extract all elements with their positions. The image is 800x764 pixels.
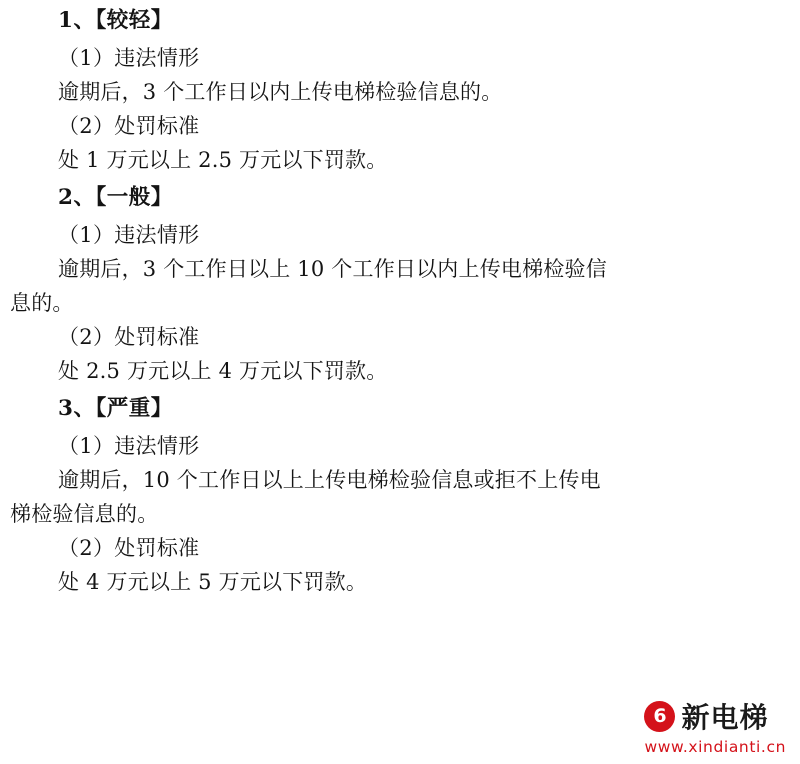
section-heading: 2、【一般】 bbox=[58, 184, 173, 210]
section-2 bbox=[10, 181, 782, 388]
item-label: （2）处罚标准 bbox=[58, 535, 200, 560]
watermark-brand bbox=[644, 696, 768, 736]
document-body bbox=[10, 4, 782, 599]
item-label: （1）违法情形 bbox=[58, 222, 200, 247]
item-text-line: 逾期后，10 个工作日以上上传电梯检验信息或拒不上传电 bbox=[58, 467, 601, 492]
item-text-line: 逾期后，3 个工作日以内上传电梯检验信息的。 bbox=[58, 79, 503, 104]
item-text-line: 处 1 万元以上 2.5 万元以下罚款。 bbox=[58, 147, 388, 172]
item-text-line: 息的。 bbox=[10, 290, 74, 315]
item-text-line: 逾期后，3 个工作日以上 10 个工作日以内上传电梯检验信 bbox=[58, 256, 607, 281]
item-label: （1）违法情形 bbox=[58, 433, 200, 458]
section-3 bbox=[10, 392, 782, 599]
watermark bbox=[644, 696, 786, 756]
item-text-line: 处 4 万元以上 5 万元以下罚款。 bbox=[58, 569, 368, 594]
section-heading: 1、【较轻】 bbox=[58, 8, 173, 33]
brand-name: 新电梯 bbox=[681, 701, 769, 734]
section-1 bbox=[10, 4, 782, 177]
item-label: （2）处罚标准 bbox=[58, 324, 200, 349]
section-heading: 3、【严重】 bbox=[58, 395, 173, 421]
item-label: （1）违法情形 bbox=[58, 45, 200, 70]
brand-url: www.xindianti.cn bbox=[644, 738, 786, 756]
item-label: （2）处罚标准 bbox=[58, 113, 200, 138]
item-text-line: 梯检验信息的。 bbox=[10, 501, 159, 526]
item-text-line: 处 2.5 万元以上 4 万元以下罚款。 bbox=[58, 358, 388, 383]
brand-badge-icon: 6 bbox=[644, 701, 675, 732]
